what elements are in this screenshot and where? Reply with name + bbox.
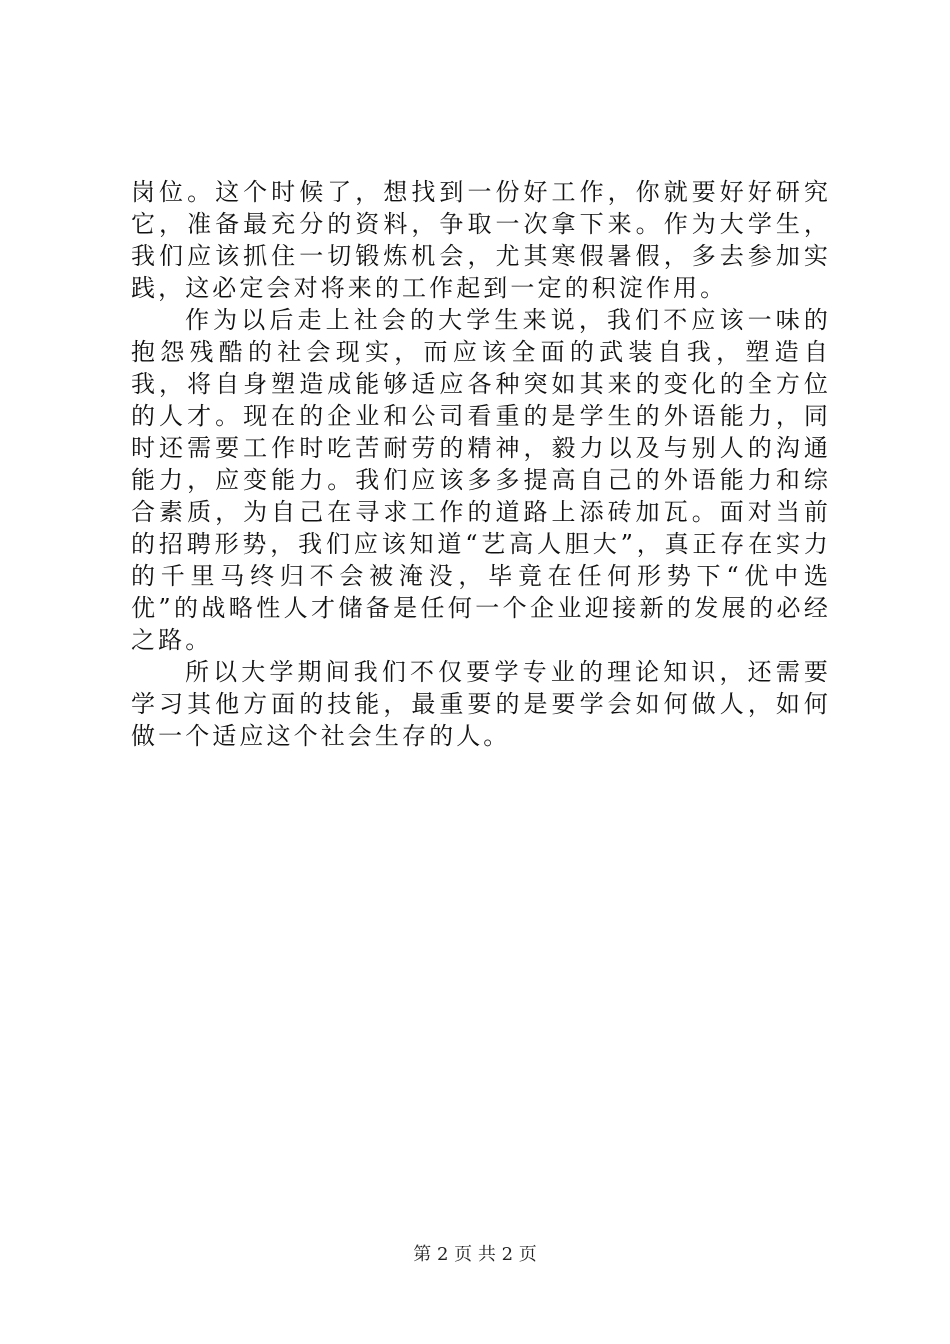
paragraph-career-preparation: 作为以后走上社会的大学生来说，我们不应该一味的抱怨残酷的社会现实，而应该全面的武装自我，塑造自我，将自身塑造成能够适应各种突如其来的变化的全方位的人才。现在的企业和公司看重的是学生的外语能力，同时还需要工作时吃苦耐劳的精神，毅力以及与别人的沟通能力，应变能力。我们应该多多提高自己的外语能力和综合素质，为自己在寻求工作的道路上添砖加瓦。面对当前的招聘形势，我们应该知道“艺高人胆大”，真正存在实力的千里马终归不会被淹没，毕竟在任何形势下“优中选优”的战略性人才储备是任何一个企业迎接新的发展的必经之路。 [131,306,831,654]
paragraph-conclusion: 所以大学期间我们不仅要学专业的理论知识，还需要学习其他方面的技能，最重要的是要学会如何做人，如何做一个适应这个社会生存的人。 [131,658,831,750]
paragraph-continuation: 岗位。这个时候了，想找到一份好工作，你就要好好研究它，准备最充分的资料，争取一次拿下来。作为大学生，我们应该抓住一切锻炼机会，尤其寒假暑假，多去参加实践，这必定会对将来的工作起到一定的积淀作用。 [131,178,831,302]
page-number-footer: 第 2 页 共 2 页 [413,1244,537,1265]
document-body [131,176,831,752]
